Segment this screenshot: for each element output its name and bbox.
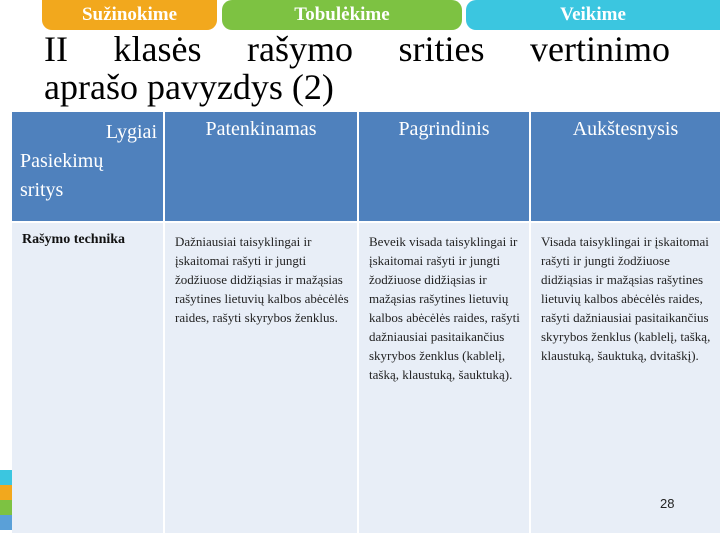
header-corner-cell [12, 112, 165, 221]
decorative-color-stripes [0, 470, 12, 530]
stripe-green [0, 500, 12, 515]
tab-tobulekime[interactable]: Tobulėkime [222, 0, 462, 30]
assessment-table [12, 112, 720, 533]
cell-pagrindinis: Beveik visada taisyklingai ir įskaitomai rašyti ir jungti žodžiuose didžiąsias ir mažąsias rašytines lietuvių kalbos abėcėlės raides, rašyti dažniausiai pasitaikančius skyrybos ženklus (kablelį, tašką, klaustuką, šauktuką). [359, 223, 531, 533]
page-title [44, 30, 670, 106]
stripe-orange [0, 485, 12, 500]
cell-patenkinamas: Dažniausiai taisyklingai ir įskaitomai rašyti ir jungti žodžiuose didžiąsias ir mažąsias rašytines lietuvių kalbos abėcėlės raides, rašyti skyrybos ženklus. [165, 223, 359, 533]
tab-veikime[interactable]: Veikime [466, 0, 720, 30]
header-areas-label-1: Pasiekimų [20, 150, 104, 172]
header-levels-label: Lygiai [105, 121, 157, 143]
header-level-pagrindinis: Pagrindinis [359, 112, 531, 221]
stripe-blue [0, 470, 12, 485]
tab-suzinokime[interactable]: Sužinokime [42, 0, 217, 30]
page-number: 28 [660, 496, 675, 511]
header-level-patenkinamas: Patenkinamas [165, 112, 359, 221]
table-header-row [12, 112, 720, 221]
table-row [12, 221, 720, 533]
stripe-lightblue [0, 515, 12, 530]
cell-aukstesnysis: Visada taisyklingai ir įskaitomai rašyti ir jungti žodžiuose didžiąsias ir mažąsias rašytines lietuvių kalbos abėcėlės raides, rašyti dažniausiai pasitaikančius skyrybos ženklus (kablelį, tašką, klaustuką, šauktuką, dvitaškį). [531, 223, 720, 533]
header-areas-label-2: sritys [20, 179, 64, 201]
header-level-aukstesnysis: Aukštesnysis [531, 112, 720, 221]
row-area-label: Rašymo technika [12, 223, 165, 533]
page-title-line-1: II klasės rašymo srities vertinimo [44, 29, 670, 69]
page-title-line-2: aprašo pavyzdys (2) [44, 67, 334, 107]
